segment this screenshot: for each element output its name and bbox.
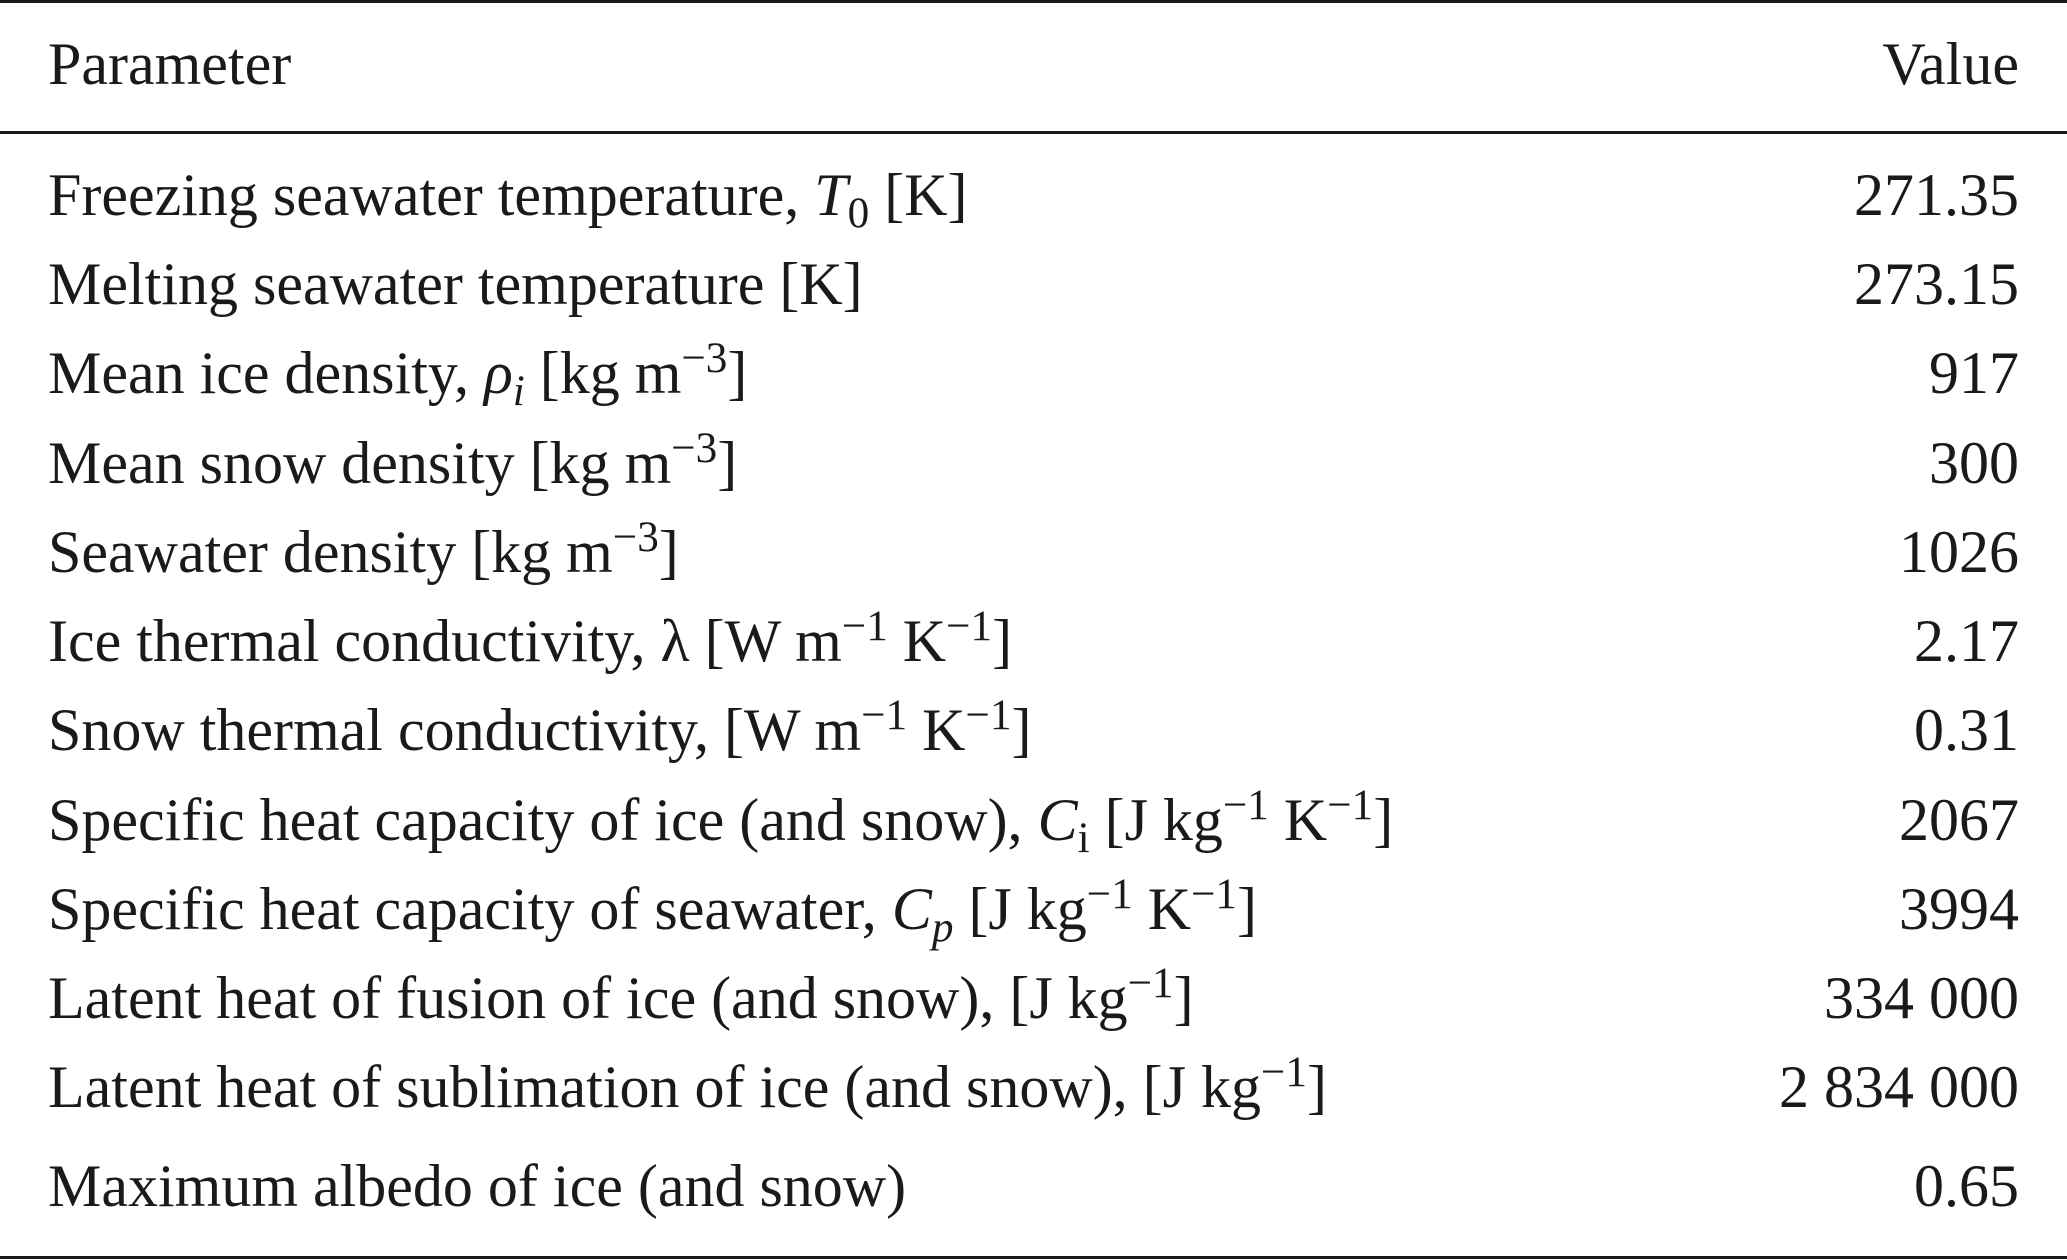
value-seawater-density: 1026	[1899, 519, 2019, 585]
value-melting-temperature: 273.15	[1854, 251, 2019, 317]
table-bottom-rule	[0, 1256, 2067, 1259]
header-parameter: Parameter	[48, 31, 292, 97]
value-latent-heat-sublimation: 2 834 000	[1779, 1054, 2019, 1120]
value-freezing-temperature: 271.35	[1854, 162, 2019, 228]
table-row-latent-heat-sublimation: Latent heat of sublimation of ice (and snow), [J $kg^{-1}$]	[48, 1049, 1327, 1120]
table-row-snow-density: Mean snow density [kg $m^{-3}$]	[48, 425, 738, 496]
table-header-rule	[0, 131, 2067, 134]
value-ice-conductivity: 2.17	[1914, 608, 2019, 674]
value-snow-conductivity: 0.31	[1914, 697, 2019, 763]
table-top-rule	[0, 0, 2067, 3]
header-value: Value	[1882, 31, 2019, 97]
table-row-ice-density: Mean ice density, $\rho_i$ [kg $m^{-3}$]	[48, 335, 748, 416]
value-ice-density: 917	[1929, 340, 2019, 406]
table-row-latent-heat-fusion: Latent heat of fusion of ice (and snow), [J $kg^{-1}$]	[48, 960, 1194, 1031]
table-row-freezing-temperature: Freezing seawater temperature, $T_0$ [K]	[48, 162, 968, 238]
table-row-snow-conductivity: Snow thermal conductivity, [W $m^{-1}$ $K^{-1}$]	[48, 692, 1032, 763]
value-seawater-heat-capacity: 3994	[1899, 876, 2019, 942]
value-snow-density: 300	[1929, 430, 2019, 496]
table-row-seawater-heat-capacity: Specific heat capacity of seawater, $C_p$ [J $kg^{-1}$ $K^{-1}$]	[48, 871, 1258, 952]
table-row-seawater-density: Seawater density [kg $m^{-3}$]	[48, 514, 679, 585]
table-row-max-albedo: Maximum albedo of ice (and snow)	[48, 1153, 907, 1219]
table-row-melting-temperature: Melting seawater temperature [K]	[48, 251, 863, 317]
value-ice-heat-capacity: 2067	[1899, 787, 2019, 853]
table-row-ice-conductivity: Ice thermal conductivity, λ [W $m^{-1}$ $K^{-1}$]	[48, 603, 1013, 674]
value-latent-heat-fusion: 334 000	[1824, 965, 2019, 1031]
table-row-ice-heat-capacity: Specific heat capacity of ice (and snow), $C_i$ [J $kg^{-1}$ $K^{-1}$]	[48, 782, 1394, 863]
value-max-albedo: 0.65	[1914, 1153, 2019, 1219]
